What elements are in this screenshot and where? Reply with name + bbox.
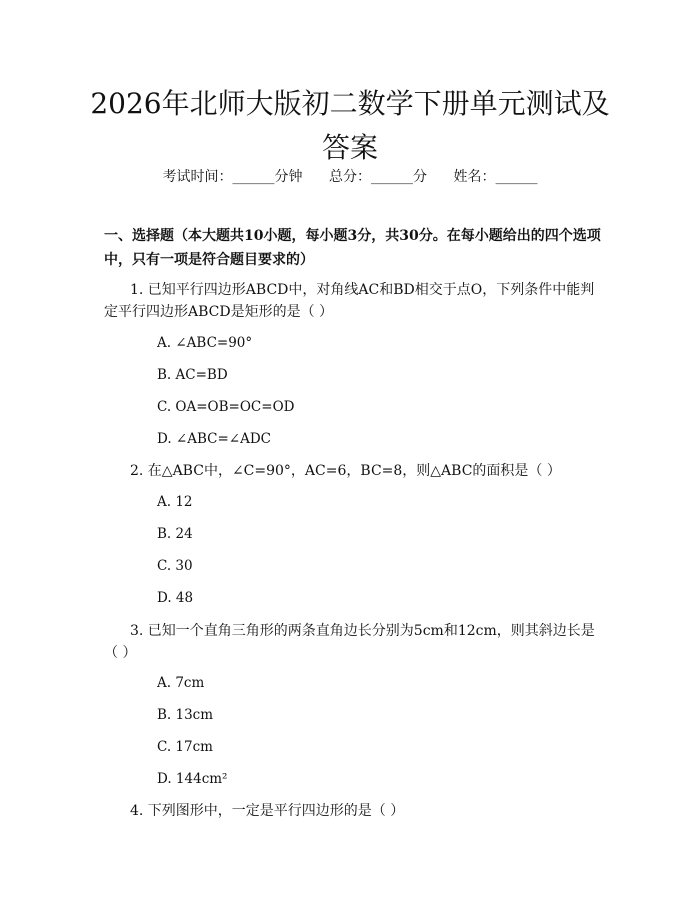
q3-option-d: D. 144cm² bbox=[157, 771, 228, 787]
student-name: 姓名：______ bbox=[453, 169, 538, 185]
q1-option-d: D. ∠ABC=∠ADC bbox=[157, 431, 272, 447]
question-1: 1. 已知平行四边形ABCD中，对角线AC和BD相交于点O，下列条件中能判定平行四边形ABCD是矩形的是（ ） bbox=[104, 282, 595, 320]
q3-option-a: A. 7cm bbox=[157, 675, 205, 691]
q1-option-a: A. ∠ABC=90° bbox=[157, 335, 253, 351]
document-title: 2026年北师大版初二数学下册单元测试及答案 bbox=[90, 87, 610, 164]
section-heading: 一、选择题（本大题共10小题，每小题3分，共30分。在每小题给出的四个选项中，只有一项是符合题目要求的） bbox=[104, 228, 601, 268]
question-3: 3. 已知一个直角三角形的两条直角边长分别为5cm和12cm，则其斜边长是（ ） bbox=[104, 623, 595, 661]
q3-option-b: B. 13cm bbox=[157, 707, 214, 723]
q2-option-a: A. 12 bbox=[157, 494, 193, 510]
exam-meta bbox=[0, 166, 700, 186]
q3-option-c: C. 17cm bbox=[157, 739, 213, 755]
q2-option-d: D. 48 bbox=[157, 590, 194, 606]
q1-option-b: B. AC=BD bbox=[157, 367, 228, 383]
q2-option-b: B. 24 bbox=[157, 526, 193, 542]
question-4: 4. 下列图形中，一定是平行四边形的是（ ） bbox=[130, 803, 405, 819]
question-2: 2. 在△ABC中，∠C=90°，AC=6，BC=8，则△ABC的面积是（ ） bbox=[130, 463, 561, 479]
q1-option-c: C. OA=OB=OC=OD bbox=[157, 399, 295, 415]
q2-option-c: C. 30 bbox=[157, 558, 193, 574]
exam-time: 考试时间：______分钟 bbox=[162, 169, 303, 185]
total-score: 总分：______分 bbox=[329, 169, 427, 185]
